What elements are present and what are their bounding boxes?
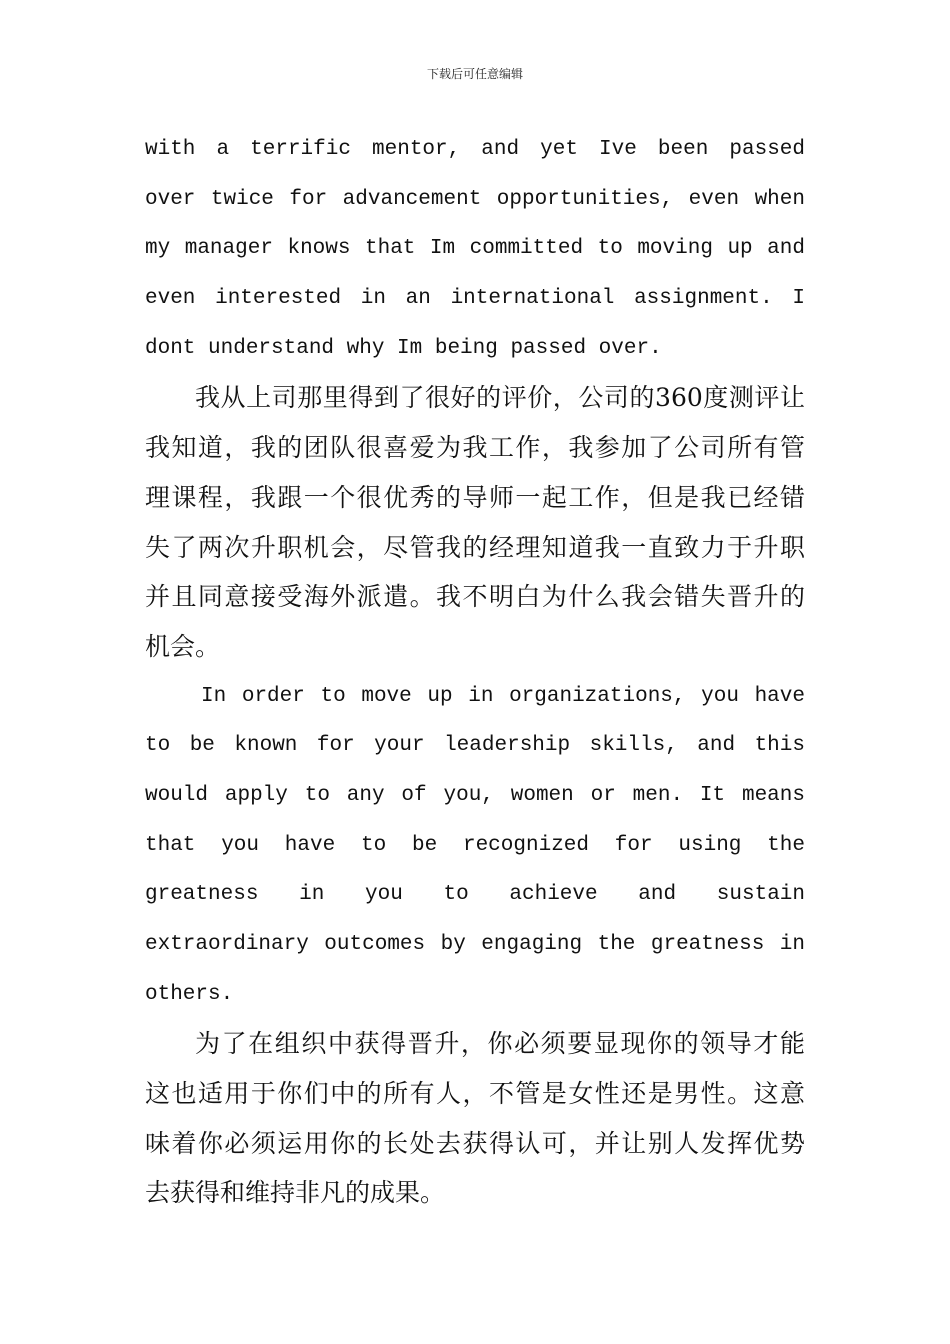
text-line: 我知道，我的团队很喜爱为我工作，我参加了公司所有管 xyxy=(145,433,805,463)
text-line: would apply to any of you, women or men. It means xyxy=(145,783,805,807)
text-line: with a terrific mentor, and yet Ive been passed xyxy=(145,138,805,161)
page-header: 下载后可任意编辑 xyxy=(426,67,523,81)
paragraph-english-2 xyxy=(145,672,805,1020)
text-line: over twice for advancement opportunities, even when xyxy=(145,187,805,211)
text-line: 失了两次升职机会，尽管我的经理知道我一直致力于升职 xyxy=(145,532,805,562)
paragraph-chinese-1 xyxy=(145,373,805,671)
text-line: my manager knows that Im committed to moving up and xyxy=(145,237,805,261)
text-line: dont understand why Im being passed over. xyxy=(145,336,662,360)
text-line: 我从上司那里得到了很好的评价，公司的360度测评让 xyxy=(195,383,805,413)
document-body xyxy=(145,125,805,1218)
text-line: 这也适用于你们中的所有人，不管是女性还是男性。这意 xyxy=(145,1079,805,1109)
text-line: 理课程，我跟一个很优秀的导师一起工作，但是我已经错 xyxy=(145,482,805,512)
text-line: 味着你必须运用你的长处去获得认可，并让别人发挥优势 xyxy=(145,1128,805,1158)
text-line: greatness in you to achieve and sustain xyxy=(145,883,805,907)
text-line: extraordinary outcomes by engaging the greatness in xyxy=(145,933,805,956)
text-line: others. xyxy=(145,982,234,1006)
paragraph-chinese-2 xyxy=(145,1019,805,1218)
paragraph-english-1 xyxy=(145,125,805,373)
text-line: 并且同意接受海外派遣。我不明白为什么我会错失晋升的 xyxy=(145,582,805,612)
text-line: 机会。 xyxy=(145,631,221,661)
text-line: that you have to be recognized for using the xyxy=(145,833,805,857)
text-line: In order to move up in organizations, you have xyxy=(201,684,805,708)
text-line: 去获得和维持非凡的成果。 xyxy=(145,1178,446,1208)
text-line: 为了在组织中获得晋升，你必须要显现你的领导才能 xyxy=(195,1029,805,1059)
text-line: even interested in an international assignment. I xyxy=(145,287,805,311)
text-line: to be known for your leadership skills, and this xyxy=(145,734,805,758)
